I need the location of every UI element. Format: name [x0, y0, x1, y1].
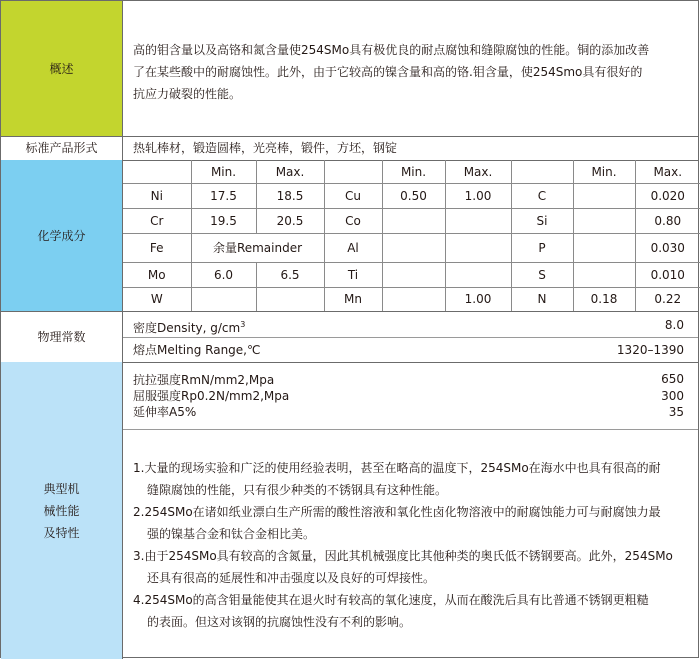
element-cell: Cu	[324, 184, 382, 209]
remainder-cell: 余量Remainder	[191, 233, 324, 263]
forms-value: 热轧棒材，锻造圆棒，光亮棒，锻件，方坯，钢锭	[133, 141, 398, 155]
typical-label-line: 典型机	[43, 481, 80, 496]
value-cell	[382, 263, 445, 288]
note-1	[133, 457, 681, 501]
value-cell	[573, 184, 635, 209]
value-cell: 0.030	[635, 233, 700, 263]
element-cell: Al	[324, 233, 382, 263]
value-cell	[573, 263, 635, 288]
chem-label	[1, 160, 123, 311]
chem-table	[123, 160, 700, 311]
element-cell: P	[511, 233, 573, 263]
value-cell: 18.5	[256, 184, 324, 209]
value-cell: 1.00	[445, 184, 511, 209]
chem-header-cell: Min.	[573, 160, 635, 184]
value-cell: 1.00	[445, 287, 511, 311]
yield-value: 300	[661, 389, 684, 403]
value-cell: 20.5	[256, 208, 324, 233]
melting-value: 1320–1390	[616, 343, 684, 357]
element-cell: S	[511, 263, 573, 288]
note-line: 3.由于254SMo具有较高的含氮量，因此其机械强度比其他种类的奥氏低不锈钢要高。此外，254SMo	[133, 549, 673, 563]
chem-header-row	[123, 160, 700, 184]
value-cell: 6.5	[256, 263, 324, 288]
value-cell: 0.50	[382, 184, 445, 209]
value-cell	[256, 287, 324, 311]
note-2	[133, 501, 681, 545]
element-cell: Ni	[123, 184, 191, 209]
chem-header-cell	[123, 160, 191, 184]
element-cell: C	[511, 184, 573, 209]
note-line: 的表面。但这对该钢的抗腐蚀性没有不利的影响。	[147, 615, 412, 629]
chem-header-cell	[511, 160, 573, 184]
chem-label-text: 化学成分	[37, 228, 86, 243]
value-cell: 0.22	[635, 287, 700, 311]
note-3	[133, 545, 681, 589]
chem-header-cell: Max.	[256, 160, 324, 184]
table-row	[123, 263, 700, 288]
overview-line-2: 了在某些酸中的耐腐蚀性。此外，由于它较高的镍含量和高的铬.钼含量，使254Smo具有很好的	[133, 65, 643, 79]
value-cell: 19.5	[191, 208, 256, 233]
physical-label-text: 物理常数	[37, 329, 86, 344]
overview-label-text: 概述	[49, 61, 74, 76]
density-label-text: 密度Density, g/cm	[133, 321, 241, 335]
element-cell: Co	[324, 208, 382, 233]
element-cell: Mn	[324, 287, 382, 311]
physical-label	[1, 311, 123, 362]
chem-header-cell	[324, 160, 382, 184]
value-cell	[445, 263, 511, 288]
value-cell	[445, 208, 511, 233]
note-line: 缝隙腐蚀的性能，只有很少种类的不锈钢具有这种性能。	[147, 483, 448, 497]
typical-label	[1, 362, 123, 659]
value-cell	[573, 233, 635, 263]
chem-header-cell: Max.	[635, 160, 700, 184]
element-cell: Si	[511, 208, 573, 233]
tensile-label: 抗拉强度RmN/mm2,Mpa	[133, 373, 275, 387]
table-row	[123, 208, 700, 233]
chem-header-cell: Max.	[445, 160, 511, 184]
density-label	[133, 314, 245, 339]
table-row	[123, 184, 700, 209]
value-cell	[382, 287, 445, 311]
value-cell: 0.80	[635, 208, 700, 233]
divider	[123, 337, 698, 338]
value-cell	[382, 233, 445, 263]
value-cell: 0.020	[635, 184, 700, 209]
elongation-value: 35	[668, 405, 684, 419]
overview-label	[1, 1, 123, 136]
chem-header-cell: Min.	[382, 160, 445, 184]
density-value: 8.0	[664, 318, 684, 332]
element-cell: Fe	[123, 233, 191, 263]
overview-line-3: 抗应力破裂的性能。	[133, 87, 242, 101]
value-cell	[191, 287, 256, 311]
value-cell: 0.010	[635, 263, 700, 288]
value-cell: 6.0	[191, 263, 256, 288]
value-cell: 17.5	[191, 184, 256, 209]
element-cell: N	[511, 287, 573, 311]
table-row	[123, 233, 700, 263]
typical-label-text	[43, 478, 79, 544]
element-cell: W	[123, 287, 191, 311]
density-unit-exponent: 3	[240, 320, 246, 329]
overview-line-1: 高的钼含量以及高铬和氮含量使254SMo具有极优良的耐点腐蚀和缝隙腐蚀的性能。铜的添加改善	[133, 43, 650, 57]
note-line: 1.大量的现场实验和广泛的使用经验表明，甚至在略高的温度下，254SMo在海水中也具有很高的耐	[133, 461, 661, 475]
table-row	[123, 287, 700, 311]
value-cell	[445, 233, 511, 263]
element-cell: Cr	[123, 208, 191, 233]
value-cell	[573, 208, 635, 233]
note-line: 强的镍基合金和钛合金相比美。	[147, 527, 316, 541]
note-4	[133, 589, 681, 633]
forms-label	[1, 136, 123, 160]
typical-label-line: 及特性	[43, 525, 80, 540]
element-cell: Mo	[123, 263, 191, 288]
melting-label: 熔点Melting Range,℃	[133, 343, 261, 357]
elongation-label: 延伸率A5%	[133, 405, 197, 419]
note-line: 4.254SMo的高含钼量能使其在退火时有较高的氧化速度，从而在酸洗后具有比普通不锈钢更粗糙	[133, 593, 649, 607]
yield-label: 屈服强度Rp0.2N/mm2,Mpa	[133, 389, 290, 403]
note-line: 2.254SMo在诸如纸业漂白生产所需的酸性溶液和氧化性卤化物溶液中的耐腐蚀能力可与耐腐蚀力最	[133, 505, 661, 519]
divider	[123, 429, 698, 430]
note-line: 还具有很高的延展性和冲击强度以及良好的可焊接性。	[147, 571, 436, 585]
forms-label-text: 标准产品形式	[25, 141, 98, 155]
chem-header-cell: Min.	[191, 160, 256, 184]
tensile-value: 650	[661, 372, 684, 386]
value-cell	[382, 208, 445, 233]
value-cell: 0.18	[573, 287, 635, 311]
element-cell: Ti	[324, 263, 382, 288]
typical-label-line: 械性能	[43, 503, 80, 518]
